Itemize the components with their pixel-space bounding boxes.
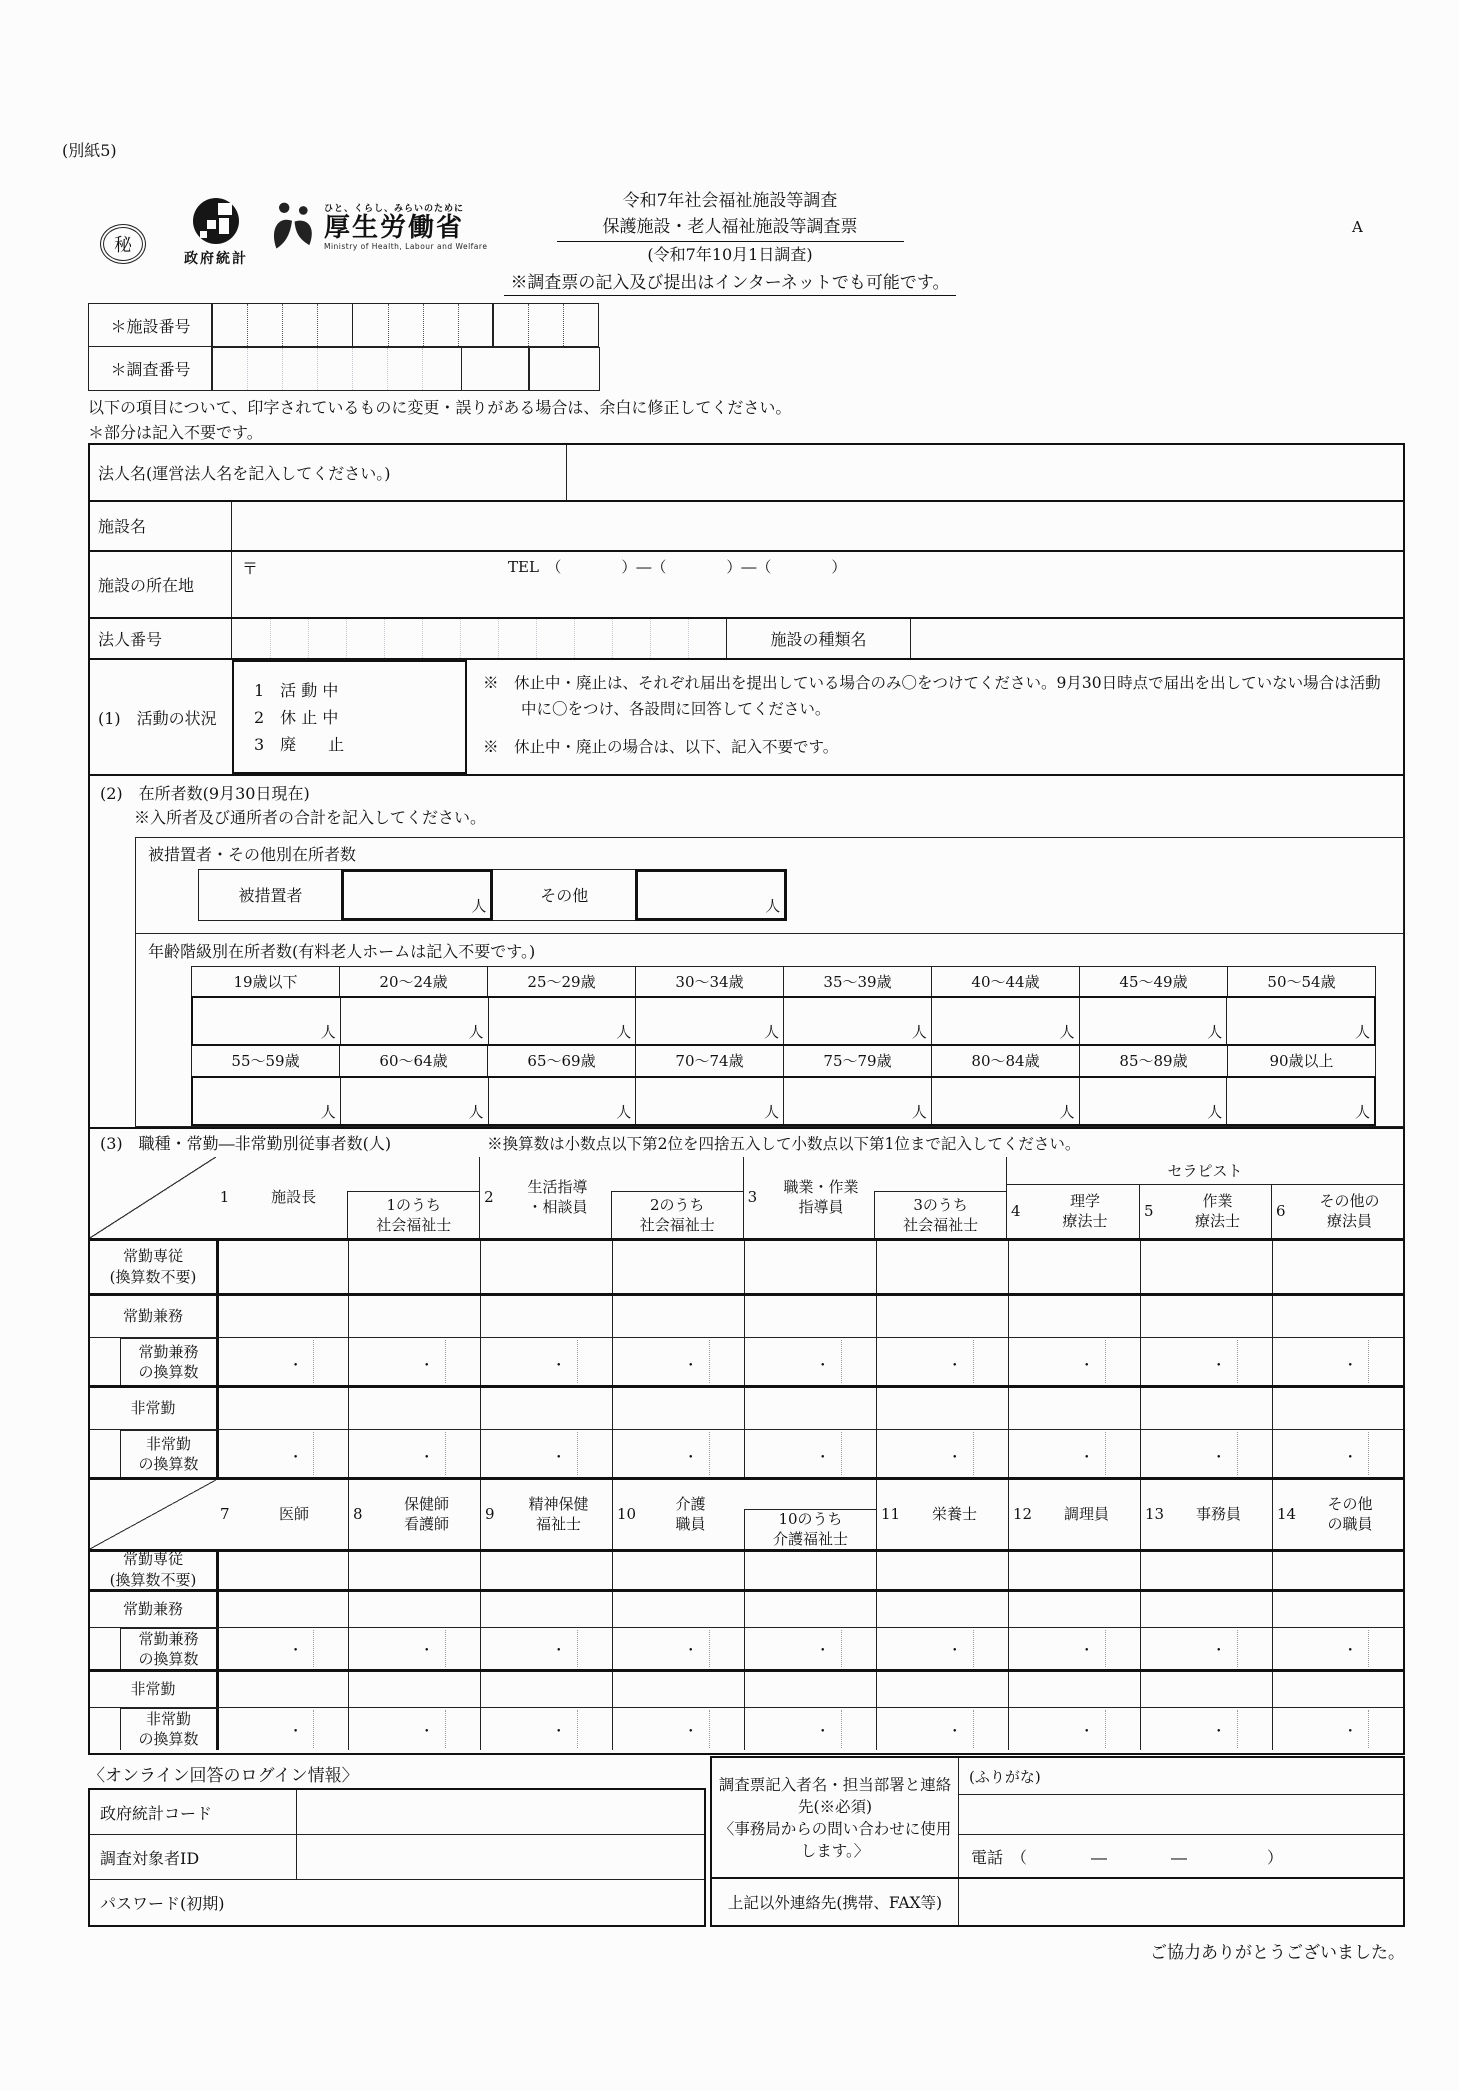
staff-count-cell[interactable] [744,1241,876,1293]
staff-count-cell[interactable] [348,1296,480,1337]
tel-field[interactable]: TEL （ ）―（ ）―（ ） [508,557,847,576]
age-count-cell[interactable] [1079,1078,1227,1124]
mhlw-english-name: Ministry of Health, Labour and Welfare [324,242,488,252]
facility-number-group-3[interactable] [492,303,599,347]
col-number: 12 [1013,1505,1033,1524]
col-number: 7 [220,1505,230,1524]
row-fulltime-concurrent: 常勤兼務 [90,1296,1403,1338]
age-count-cell[interactable] [1226,998,1374,1044]
gov-statistics-logo [176,198,256,268]
corp-name-label: 法人名(運営法人名を記入してください。) [90,445,567,500]
placement-title: 被措置者・その他別在所者数 [148,844,357,864]
activity-status-options[interactable] [232,660,467,775]
other-persons-input[interactable] [635,869,787,921]
facility-name-label: 施設名 [90,502,232,550]
age-header-row-2 [191,1046,1376,1076]
staff-count-cell[interactable] [348,1241,480,1293]
q3-label: (3) 職種・常勤―非常勤別従事者数(人) [100,1133,392,1153]
staff-count-cell[interactable] [1272,1296,1403,1337]
age-band-label: 25～29歳 [487,967,635,996]
staff-count-cell[interactable] [876,1672,1008,1707]
age-header-row-1 [191,966,1376,996]
staff-count-cell[interactable] [1008,1552,1140,1589]
col-head-physical-therapist: 4 理学 療法士 [1007,1185,1139,1238]
staff-count-cell[interactable] [348,1592,480,1627]
facility-number-label: ＊施設番号 [88,303,213,347]
unit-person: 人 [1354,1022,1370,1041]
col-head-other-staff: 14 その他 の職員 [1272,1480,1403,1549]
staff-count-cell[interactable] [1140,1388,1272,1429]
staff-count-cell[interactable] [1008,1296,1140,1337]
login-info-table [88,1788,706,1927]
staff-conversion-cell[interactable]: ・ [612,1628,744,1669]
facility-type-value[interactable] [911,619,1403,658]
instruction-line-1: 以下の項目について、印字されているものに変更・誤りがある場合は、余白に修正してください。 [88,398,792,417]
unit-person: 人 [471,896,487,915]
unit-person: 人 [911,1102,927,1121]
col-head-doctor: 7 医師 [216,1480,348,1549]
staff-count-cell[interactable] [1140,1296,1272,1337]
facility-number-group-2[interactable] [352,303,494,347]
attachment-note: (別紙5) [62,141,117,160]
staff-conversion-cell[interactable]: ・ [348,1708,480,1750]
instruction-line-2: ＊部分は記入不要です。 [88,423,263,442]
postal-mark: 〒 [242,558,259,578]
facility-number-row [88,303,600,347]
thanks-message: ご協力ありがとうございました。 [1150,1943,1405,1963]
digit-cell[interactable] [493,304,528,346]
row-fulltime-concurrent-conversion: 常勤兼務 の換算数 ・ ・ ・ ・ ・ ・ ・ ・ ・ [90,1338,1403,1388]
unit-person: 人 [911,1022,927,1041]
digit-cell[interactable] [563,304,598,346]
survey-number-box[interactable] [211,347,462,391]
staff-conversion-cell[interactable]: ・ [480,1338,612,1385]
staff-count-cell[interactable] [612,1388,744,1429]
digit-cell[interactable] [317,348,352,390]
unit-person: 人 [765,896,781,915]
digit-cell[interactable] [458,304,493,346]
staff-count-cell[interactable] [1008,1592,1140,1627]
staff-count-cell[interactable] [876,1592,1008,1627]
staff-count-cell[interactable] [216,1388,348,1429]
digit-cell[interactable] [528,304,563,346]
digit-cell[interactable] [387,348,422,390]
staff-count-cell[interactable] [612,1672,744,1707]
residents-inner-box [135,837,1404,1127]
age-band-label: 20～24歳 [339,967,487,996]
staff-conversion-cell[interactable]: ・ [1140,1708,1272,1750]
digit-cell[interactable] [388,304,423,346]
age-band-label: 90歳以上 [1227,1046,1375,1076]
corp-name-row [90,445,1403,502]
age-table [191,966,1376,1126]
other-persons-label: その他 [492,869,637,921]
facility-number-group-1[interactable] [211,303,353,347]
q2-label: (2) 在所者数(9月30日現在) [100,783,310,803]
staff-conversion-cell[interactable]: ・ [1008,1628,1140,1669]
address-row [90,552,1403,620]
staff-count-cell[interactable] [480,1241,612,1293]
staff-count-cell[interactable] [744,1672,876,1707]
staff-count-cell[interactable] [1272,1592,1403,1627]
staff-conversion-cell[interactable]: ・ [744,1430,876,1477]
staff-conversion-cell[interactable]: ・ [1272,1708,1403,1750]
age-count-cell[interactable] [193,998,340,1044]
therapist-group [1006,1157,1403,1238]
digit-cell[interactable] [247,348,282,390]
staff-conversion-cell[interactable]: ・ [1008,1338,1140,1385]
furigana-row[interactable] [959,1758,1403,1795]
staff-conversion-cell[interactable]: ・ [216,1430,348,1477]
age-band-label: 55～59歳 [231,1052,300,1071]
row-fulltime-dedicated: 常勤専従 (換算数不要) [90,1552,1403,1592]
staff-count-cell[interactable] [216,1592,348,1627]
q3-note: ※換算数は小数点以下第2位を四捨五入して小数点以下第1位まで記入してください。 [487,1134,1081,1153]
staff-count-cell[interactable] [1272,1241,1403,1293]
staff-conversion-cell[interactable]: ・ [480,1708,612,1750]
staff-count-cell[interactable] [1008,1672,1140,1707]
initial-password-row [90,1880,704,1925]
col-head-director: 1 施設長 [216,1157,348,1238]
age-band-label: 70～74歳 [635,1046,783,1076]
col-head-counselor-social-worker: 2のうち 社会福祉士 [611,1157,743,1238]
staff-conversion-cell[interactable]: ・ [216,1628,348,1669]
digit-cell[interactable] [353,304,388,346]
phone-field[interactable]: 電話 （ ― ― ） [971,1847,1284,1867]
staff-count-cell[interactable] [348,1388,480,1429]
survey-date: (令和7年10月1日調査) [647,245,813,264]
row-fulltime-concurrent: 常勤兼務 [90,1592,1403,1628]
staff-count-cell[interactable] [612,1241,744,1293]
staff-conversion-cell[interactable]: ・ [1272,1628,1403,1669]
staff-count-cell[interactable] [876,1552,1008,1589]
other-contact-value[interactable] [959,1879,1403,1925]
unit-person: 人 [616,1022,632,1041]
age-count-cell[interactable] [1226,1078,1374,1124]
staff-count-cell[interactable] [480,1552,612,1589]
staff-count-cell[interactable] [348,1672,480,1707]
unit-person: 人 [320,1102,336,1121]
unit-person: 人 [468,1102,484,1121]
unit-person: 人 [320,1022,336,1041]
gov-statistics-label: 政府統計 [184,251,248,267]
q1-note-1: ※ 休止中・廃止は、それぞれ届出を提出している場合のみ〇をつけてください。9月30日時点で届出を出していない場合は活動中に〇をつけ、各設問に回答してください。 [483,674,1381,719]
furigana-label: (ふりがな) [969,1767,1041,1786]
staff-count-cell[interactable] [744,1552,876,1589]
staff-conversion-cell[interactable]: ・ [348,1338,480,1385]
initial-password-label: パスワード(初期) [100,1894,225,1913]
gov-stats-code-row [90,1790,704,1835]
staff-count-cell[interactable] [876,1241,1008,1293]
digit-cell[interactable] [282,348,317,390]
option-closed[interactable]: 3 廃 止 [254,734,345,754]
col-number: 10 [617,1505,637,1524]
respondent-id-label: 調査対象者ID [90,1835,297,1879]
staff-count-cell[interactable] [1140,1552,1272,1589]
staff-conversion-cell[interactable]: ・ [1140,1430,1272,1477]
unit-person: 人 [1059,1022,1075,1041]
option-active[interactable]: 1 活 動 中 [254,680,339,700]
age-count-cell[interactable] [931,998,1079,1044]
digit-cell[interactable] [247,304,282,346]
age-band-label: 75～79歳 [783,1046,931,1076]
staff-count-cell[interactable] [480,1592,612,1627]
mhlw-tagline: ひと、くらし、みらいのために [324,203,465,214]
option-suspended[interactable]: 2 休 止 中 [254,707,339,727]
col-head-nutritionist: 11 栄養士 [876,1480,1008,1549]
staff-count-cell[interactable] [612,1296,744,1337]
col-number: 4 [1011,1202,1021,1221]
main-form-box [88,443,1405,1755]
activity-status-row [90,660,1403,776]
staff-conversion-cell[interactable]: ・ [612,1338,744,1385]
internet-note: ※調査票の記入及び提出はインターネットでも可能です。 [504,268,955,296]
col-number: 3 [747,1188,758,1207]
age-band-label: 40～44歳 [931,967,1079,996]
survey-number-row [88,347,600,391]
staff-count-cell[interactable] [876,1388,1008,1429]
corp-number-value[interactable] [232,619,726,658]
q1-label: (1) 活動の状況 [98,708,217,728]
mhlw-figure-icon [266,200,318,252]
staff-conversion-cell[interactable]: ・ [480,1628,612,1669]
staff-count-cell[interactable] [480,1672,612,1707]
age-band-label: 85～89歳 [1079,1046,1227,1076]
col-number: 5 [1144,1202,1154,1221]
unit-person: 人 [763,1022,779,1041]
facility-name-row [90,502,1403,552]
staff-conversion-cell[interactable]: ・ [876,1430,1008,1477]
age-data-row-2 [191,1076,1376,1126]
col-head-cook: 12 調理員 [1008,1480,1140,1549]
staff-conversion-cell[interactable]: ・ [876,1338,1008,1385]
unit-person: 人 [1059,1102,1075,1121]
age-count-cell[interactable] [783,998,931,1044]
corp-number-label: 法人番号 [90,619,232,658]
staff-conversion-cell[interactable]: ・ [348,1628,480,1669]
digit-cell[interactable] [422,348,461,390]
address-label: 施設の所在地 [90,552,232,618]
row-parttime: 非常勤 [90,1672,1403,1708]
age-band-label: 19歳以下 [233,972,298,991]
unit-person: 人 [468,1022,484,1041]
staff-conversion-cell[interactable]: ・ [1140,1338,1272,1385]
age-count-cell[interactable] [488,998,636,1044]
staff-count-cell[interactable] [1272,1388,1403,1429]
address-value[interactable] [232,552,1403,618]
gov-statistics-icon [193,198,239,244]
diagonal-corner-cell [90,1480,216,1549]
staff-count-cell[interactable] [1272,1672,1403,1707]
login-info-title: 〈オンライン回答のログイン情報〉 [88,1766,359,1786]
col-number: 6 [1276,1202,1286,1221]
col-number: 9 [485,1505,495,1524]
age-band-label: 60～64歳 [339,1046,487,1076]
staff-count-cell[interactable] [744,1296,876,1337]
col-head-other-therapist: 6 その他の 療法員 [1271,1185,1403,1238]
age-count-cell[interactable] [340,998,488,1044]
form-type-letter: A [1352,218,1363,236]
staff-count-cell[interactable] [612,1592,744,1627]
staff-count-cell[interactable] [216,1672,348,1707]
age-band-label: 30～34歳 [635,967,783,996]
staff-conversion-cell[interactable]: ・ [1272,1430,1403,1477]
col-head-clerk: 13 事務員 [1140,1480,1272,1549]
q1-note-2: ※ 休止中・廃止の場合は、以下、記入不要です。 [483,738,839,757]
form-title: 保護施設・老人福祉施設等調査票 [557,214,904,242]
staff-conversion-cell[interactable]: ・ [216,1708,348,1750]
row-parttime-conversion: 非常勤 の換算数 ・ ・ ・ ・ ・ ・ ・ ・ ・ [90,1708,1403,1750]
age-count-cell[interactable] [783,1078,931,1124]
survey-number-sub-box-2[interactable] [528,347,600,391]
age-table-title: 年齢階級別在所者数(有料老人ホームは記入不要です。) [148,941,536,961]
col-head-mental-health-worker: 9 精神保健 福祉士 [480,1480,612,1549]
age-band-label: 35～39歳 [783,967,931,996]
age-count-cell[interactable] [931,1078,1079,1124]
contact-name-input[interactable] [959,1795,1403,1835]
row-fulltime-dedicated: 常勤専従 (換算数不要) [90,1241,1403,1296]
staff-count-cell[interactable] [348,1552,480,1589]
respondent-id-row [90,1835,704,1880]
staff-conversion-cell[interactable]: ・ [744,1628,876,1669]
age-count-cell[interactable] [635,1078,783,1124]
corp-number-row [90,619,1403,660]
contact-label: 調査票記入者名・担当部署と連絡先(※必須) 〈事務局からの問い合わせに使用します。〉 [712,1758,959,1877]
staff-count-cell[interactable] [1008,1388,1140,1429]
unit-person: 人 [1354,1102,1370,1121]
residents-section [90,776,1403,1129]
unit-person: 人 [616,1102,632,1121]
contact-phone-row[interactable] [959,1835,1403,1877]
staff-count-cell[interactable] [216,1241,348,1293]
facility-type-label: 施設の種類名 [726,619,911,658]
age-band-label: 65～69歳 [487,1046,635,1076]
col-head-nurse: 8 保健師 看護師 [348,1480,480,1549]
placement-section [136,838,1403,934]
col-number: 1 [219,1188,230,1207]
contact-table [710,1756,1405,1927]
col-head-director-social-worker: 1のうち 社会福祉士 [347,1157,479,1238]
gov-stats-code-label: 政府統計コード [90,1790,297,1834]
staff-conversion-cell[interactable]: ・ [612,1708,744,1750]
staff-count-cell[interactable] [1272,1552,1403,1589]
staff-conversion-cell[interactable]: ・ [744,1708,876,1750]
confidential-mark: 秘 [100,224,146,264]
gov-stats-code-value[interactable] [297,1790,704,1834]
col-number: 8 [353,1505,363,1524]
staff-table-1 [90,1157,1403,1480]
staff-section [90,1129,1403,1753]
age-data-row-1 [191,996,1376,1046]
survey-number-label: ＊調査番号 [88,347,213,391]
staff-count-cell[interactable] [1008,1241,1140,1293]
unit-person: 人 [763,1102,779,1121]
staff-count-cell[interactable] [480,1296,612,1337]
diagonal-corner-cell [90,1157,216,1238]
age-count-cell[interactable] [340,1078,488,1124]
staff-conversion-cell[interactable]: ・ [744,1338,876,1385]
placed-persons-label: 被措置者 [198,869,343,921]
age-count-cell[interactable] [488,1078,636,1124]
digit-cell[interactable] [317,304,352,346]
digit-cell[interactable] [212,304,247,346]
staff-conversion-cell[interactable]: ・ [612,1430,744,1477]
therapist-group-label: セラピスト [1007,1157,1403,1185]
age-count-cell[interactable] [193,1078,340,1124]
other-contact-label: 上記以外連絡先(携帯、FAX等) [712,1879,959,1925]
col-number: 2 [484,1188,494,1207]
survey-title: 令和7年社会福祉施設等調査 [622,191,838,211]
staff-conversion-cell[interactable]: ・ [480,1430,612,1477]
digit-cell[interactable] [423,304,458,346]
staff-conversion-cell[interactable]: ・ [216,1338,348,1385]
staff-count-cell[interactable] [1140,1241,1272,1293]
staff-conversion-cell[interactable]: ・ [876,1628,1008,1669]
staff-count-cell[interactable] [1140,1672,1272,1707]
row-parttime: 非常勤 [90,1388,1403,1430]
staff-count-cell[interactable] [216,1296,348,1337]
col-head-vocational-instructor: 3 職業・作業 指導員 [743,1157,875,1238]
staff-count-cell[interactable] [1140,1592,1272,1627]
staff-count-cell[interactable] [876,1296,1008,1337]
corp-name-value[interactable] [567,445,1403,500]
q2-note: ※入所者及び通所者の合計を記入してください。 [134,807,487,827]
digit-cell[interactable] [212,348,247,390]
facility-name-value[interactable] [232,502,1403,550]
staff-conversion-cell[interactable]: ・ [876,1708,1008,1750]
row-parttime-conversion: 非常勤 の換算数 ・ ・ ・ ・ ・ ・ ・ ・ ・ [90,1430,1403,1480]
col-number: 13 [1145,1505,1165,1524]
staff-count-cell[interactable] [480,1388,612,1429]
row-fulltime-concurrent-conversion: 常勤兼務 の換算数 ・ ・ ・ ・ ・ ・ ・ ・ ・ [90,1628,1403,1672]
unit-person: 人 [1207,1022,1223,1041]
placed-persons-input[interactable] [341,869,493,921]
mhlw-name: 厚生労働省 [324,212,465,243]
age-count-cell[interactable] [635,998,783,1044]
age-band-label: 50～54歳 [1227,967,1375,996]
col-head-life-counselor: 2 生活指導 ・相談員 [479,1157,611,1238]
digit-cell[interactable] [352,348,387,390]
respondent-id-value[interactable] [297,1835,704,1879]
staff-count-cell[interactable] [612,1552,744,1589]
col-head-occupational-therapist: 5 作業 療法士 [1139,1185,1271,1238]
age-count-cell[interactable] [1079,998,1227,1044]
col-head-care-worker: 10 介護 職員 [612,1480,744,1549]
staff-count-cell[interactable] [744,1592,876,1627]
id-number-table [88,303,600,391]
col-number: 14 [1277,1505,1297,1524]
age-band-label: 45～49歳 [1079,967,1227,996]
staff-table-2 [90,1480,1403,1750]
col-head-certified-care-worker: 10のうち 介護福祉士 [744,1480,876,1549]
digit-cell[interactable] [282,304,317,346]
staff-conversion-cell[interactable]: ・ [1272,1338,1403,1385]
staff-conversion-cell[interactable]: ・ [1140,1628,1272,1669]
staff-count-cell[interactable] [216,1552,348,1589]
age-band-label: 80～84歳 [931,1046,1079,1076]
survey-number-sub-box-1[interactable] [461,347,530,391]
unit-person: 人 [1207,1102,1223,1121]
col-head-instructor-social-worker: 3のうち 社会福祉士 [874,1157,1006,1238]
staff-conversion-cell[interactable]: ・ [1008,1430,1140,1477]
staff-count-cell[interactable] [744,1388,876,1429]
col-number: 11 [881,1505,901,1524]
staff-conversion-cell[interactable]: ・ [348,1430,480,1477]
staff-conversion-cell[interactable]: ・ [1008,1708,1140,1750]
